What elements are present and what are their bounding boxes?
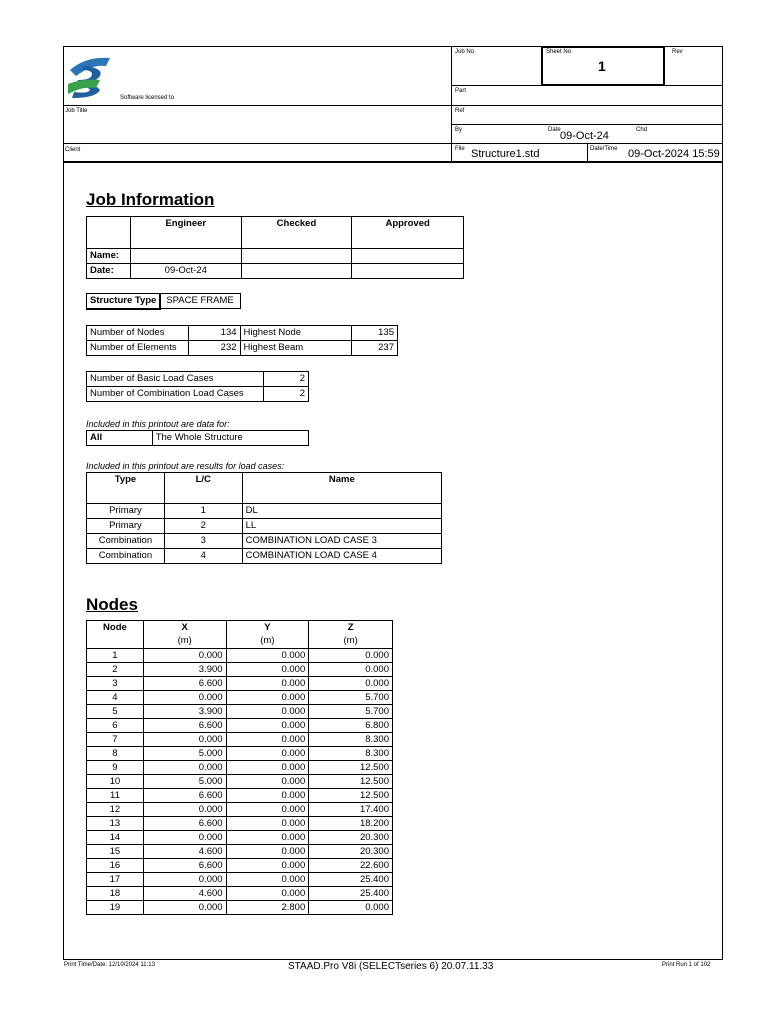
node-id-cell: 6 [87, 719, 144, 733]
z-header: Z [309, 621, 393, 635]
node-id-cell: 13 [87, 817, 144, 831]
counts-table [86, 325, 398, 356]
engineer-header: Engineer [130, 217, 241, 249]
load-case-row [87, 534, 442, 549]
x-cell: 6.600 [143, 719, 226, 733]
z-cell: 25.400 [309, 873, 393, 887]
basic-lc-label: Number of Basic Load Cases [87, 372, 264, 387]
highest-beam-label: Highest Beam [240, 341, 352, 356]
node-row [87, 649, 393, 663]
sheet-no-label: Sheet No [546, 49, 572, 55]
checked-header: Checked [241, 217, 352, 249]
basic-lc-value: 2 [264, 372, 309, 387]
node-row [87, 803, 393, 817]
x-cell: 6.600 [143, 789, 226, 803]
approval-table [86, 216, 464, 279]
node-id-cell: 7 [87, 733, 144, 747]
y-cell: 0.000 [226, 733, 309, 747]
highest-beam-value: 237 [352, 341, 398, 356]
print-run: Print Run 1 of 102 [662, 962, 711, 968]
date-row-label: Date: [87, 264, 131, 279]
z-cell: 20.300 [309, 831, 393, 845]
job-information-heading: Job Information [86, 190, 215, 209]
z-cell: 25.400 [309, 887, 393, 901]
load-case-row [87, 504, 442, 519]
y-cell: 0.000 [226, 663, 309, 677]
y-cell: 0.000 [226, 761, 309, 775]
y-cell: 0.000 [226, 817, 309, 831]
node-row [87, 817, 393, 831]
node-id-cell: 14 [87, 831, 144, 845]
node-row [87, 747, 393, 761]
y-cell: 0.000 [226, 859, 309, 873]
lc-type-cell: Primary [87, 519, 165, 534]
x-cell: 6.600 [143, 817, 226, 831]
lc-type-cell: Primary [87, 504, 165, 519]
x-cell: 0.000 [143, 873, 226, 887]
lc-name-cell: COMBINATION LOAD CASE 3 [242, 534, 441, 549]
node-row [87, 663, 393, 677]
job-title-label: Job Title [65, 108, 88, 114]
node-id-cell: 1 [87, 649, 144, 663]
combo-lc-label: Number of Combination Load Cases [87, 387, 264, 402]
x-cell: 0.000 [143, 649, 226, 663]
included-results-note: Included in this printout are results for load cases: [86, 461, 285, 471]
z-cell: 8.300 [309, 733, 393, 747]
bentley-logo [66, 50, 118, 105]
y-cell: 0.000 [226, 677, 309, 691]
lc-number-header: L/C [164, 473, 242, 504]
file-value: Structure1.std [471, 148, 540, 160]
y-cell: 0.000 [226, 705, 309, 719]
included-data-note: Included in this printout are data for: [86, 419, 230, 429]
num-elements-value: 232 [188, 341, 240, 356]
lc-name-cell: LL [242, 519, 441, 534]
x-cell: 0.000 [143, 733, 226, 747]
z-cell: 8.300 [309, 747, 393, 761]
num-nodes-value: 134 [188, 326, 240, 341]
y-cell: 0.000 [226, 873, 309, 887]
z-cell: 17.400 [309, 803, 393, 817]
y-cell: 0.000 [226, 719, 309, 733]
x-cell: 5.000 [143, 775, 226, 789]
node-row [87, 887, 393, 901]
print-time: Print Time/Date: 12/10/2024 11:13 [64, 962, 155, 968]
z-cell: 5.700 [309, 691, 393, 705]
node-row [87, 831, 393, 845]
y-cell: 0.000 [226, 803, 309, 817]
lc-type-cell: Combination [87, 549, 165, 564]
included-data-table [86, 430, 309, 446]
y-header: Y [226, 621, 309, 635]
z-cell: 22.600 [309, 859, 393, 873]
program-version: STAAD.Pro V8i (SELECTseries 6) 20.07.11.33 [288, 961, 494, 972]
y-cell: 0.000 [226, 789, 309, 803]
node-row [87, 901, 393, 915]
z-cell: 18.200 [309, 817, 393, 831]
x-cell: 6.600 [143, 859, 226, 873]
node-id-cell: 19 [87, 901, 144, 915]
combo-lc-value: 2 [264, 387, 309, 402]
lc-number-cell: 1 [164, 504, 242, 519]
x-cell: 3.900 [143, 663, 226, 677]
name-label: Name: [87, 249, 131, 264]
lc-name-header: Name [242, 473, 441, 504]
node-row [87, 761, 393, 775]
y-unit: (m) [226, 634, 309, 649]
node-id-cell: 8 [87, 747, 144, 761]
node-id-cell: 12 [87, 803, 144, 817]
nodes-table [86, 620, 393, 915]
lc-type-cell: Combination [87, 534, 165, 549]
node-header: Node [87, 621, 144, 635]
x-cell: 4.600 [143, 887, 226, 901]
node-row [87, 845, 393, 859]
node-id-cell: 18 [87, 887, 144, 901]
licensed-to-label: Software licensed to [120, 95, 175, 101]
lc-number-cell: 3 [164, 534, 242, 549]
x-header: X [143, 621, 226, 635]
client-label: Client [65, 147, 81, 153]
node-id-cell: 9 [87, 761, 144, 775]
z-cell: 0.000 [309, 649, 393, 663]
z-unit: (m) [309, 634, 393, 649]
y-cell: 0.000 [226, 775, 309, 789]
load-case-count-table [86, 371, 309, 402]
lc-number-cell: 2 [164, 519, 242, 534]
y-cell: 0.000 [226, 845, 309, 859]
chd-label: Chd [636, 127, 648, 133]
node-id-cell: 15 [87, 845, 144, 859]
node-row [87, 733, 393, 747]
included-all: All [87, 431, 153, 446]
ref-label: Ref [455, 108, 465, 114]
load-case-row [87, 549, 442, 564]
z-cell: 12.500 [309, 789, 393, 803]
x-cell: 0.000 [143, 901, 226, 915]
sheet-no-value: 1 [598, 58, 606, 74]
z-cell: 0.000 [309, 677, 393, 691]
num-nodes-label: Number of Nodes [87, 326, 189, 341]
node-row [87, 873, 393, 887]
job-no-label: Job No [455, 49, 475, 55]
file-label: File [455, 146, 465, 152]
rev-label: Rev [672, 49, 683, 55]
x-cell: 5.000 [143, 747, 226, 761]
x-unit: (m) [143, 634, 226, 649]
highest-node-value: 135 [352, 326, 398, 341]
y-cell: 0.000 [226, 649, 309, 663]
structure-type-value: SPACE FRAME [160, 294, 240, 309]
node-id-cell: 16 [87, 859, 144, 873]
y-cell: 0.000 [226, 887, 309, 901]
lc-type-header: Type [87, 473, 165, 504]
node-row [87, 691, 393, 705]
y-cell: 0.000 [226, 691, 309, 705]
nodes-heading: Nodes [86, 595, 138, 614]
lc-name-cell: DL [242, 504, 441, 519]
node-row [87, 719, 393, 733]
node-id-cell: 10 [87, 775, 144, 789]
structure-type-table [86, 293, 241, 309]
date-value: 09-Oct-24 [560, 130, 609, 142]
z-cell: 5.700 [309, 705, 393, 719]
structure-type-label: Structure Type [87, 294, 160, 309]
node-id-cell: 17 [87, 873, 144, 887]
x-cell: 3.900 [143, 705, 226, 719]
node-row [87, 775, 393, 789]
lc-number-cell: 4 [164, 549, 242, 564]
x-cell: 0.000 [143, 831, 226, 845]
z-cell: 0.000 [309, 663, 393, 677]
x-cell: 0.000 [143, 803, 226, 817]
num-elements-label: Number of Elements [87, 341, 189, 356]
lc-name-cell: COMBINATION LOAD CASE 4 [242, 549, 441, 564]
node-row [87, 705, 393, 719]
node-id-cell: 11 [87, 789, 144, 803]
x-cell: 0.000 [143, 761, 226, 775]
x-cell: 6.600 [143, 677, 226, 691]
datetime-value: 09-Oct-2024 15:59 [628, 148, 720, 160]
z-cell: 6.800 [309, 719, 393, 733]
load-case-row [87, 519, 442, 534]
node-row [87, 789, 393, 803]
z-cell: 0.000 [309, 901, 393, 915]
node-id-cell: 2 [87, 663, 144, 677]
z-cell: 20.300 [309, 845, 393, 859]
by-label: By [455, 127, 463, 133]
node-id-cell: 3 [87, 677, 144, 691]
engineer-date: 09-Oct-24 [130, 264, 241, 279]
y-cell: 2.800 [226, 901, 309, 915]
included-whole: The Whole Structure [152, 431, 308, 446]
date-label: Date [548, 127, 561, 133]
node-id-cell: 5 [87, 705, 144, 719]
z-cell: 12.500 [309, 761, 393, 775]
y-cell: 0.000 [226, 747, 309, 761]
node-id-cell: 4 [87, 691, 144, 705]
approved-header: Approved [352, 217, 464, 249]
highest-node-label: Highest Node [240, 326, 352, 341]
datetime-label: Date/Time [590, 146, 618, 152]
x-cell: 0.000 [143, 691, 226, 705]
part-label: Part [455, 88, 467, 94]
x-cell: 4.600 [143, 845, 226, 859]
node-row [87, 859, 393, 873]
node-row [87, 677, 393, 691]
y-cell: 0.000 [226, 831, 309, 845]
load-cases-table [86, 472, 442, 564]
z-cell: 12.500 [309, 775, 393, 789]
